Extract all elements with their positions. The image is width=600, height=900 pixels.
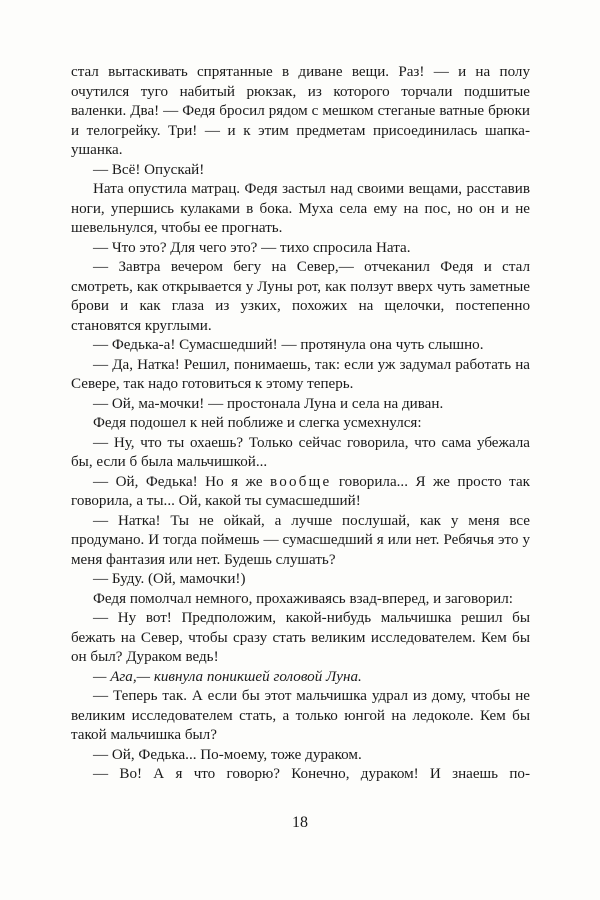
emphasized-word: вообще [270, 473, 332, 490]
paragraph-dialogue: — Во! А я что говорю? Конечно, дураком! И знаешь по- [93, 766, 530, 782]
paragraph-dialogue: — Да, Натка! Решил, понимаешь, так: если уж задумал работать на Севере, так надо готовиться к этому теперь. [71, 356, 530, 392]
paragraph-narration: Ната опустила матрац. Федя застыл над своими вещами, расставив ноги, упершись кулаками в бока. Муха села ему на пос, но он и не шевельнулся, чтобы ее прогнать. [71, 181, 530, 236]
paragraph-dialogue: — Теперь так. А если бы этот мальчишка удрал из дому, чтобы не великим исследователем стать, а только юнгой на ледоколе. Кем бы такой мальчишка был? [71, 688, 530, 743]
paragraph-dialogue: — Завтра вечером бегу на Север,— отчеканил Федя и стал смотреть, как открывается у Луны рот, как ползут вверх чуть заметные брови и как глаза из узких, похожих на щелочки, постепенно становятся круглыми. [71, 259, 530, 334]
paragraph-continuation: стал вытаскивать спрятанные в диване вещи. Раз! — и на полу очутился туго набитый рюкзак, из которого торчали подшитые валенки. Два! — Федя бросил рядом с мешком стеганые ватные брюки и телогрейку. Три! — и к этим предметам присоединилась шапка-ушанка. [71, 64, 530, 158]
paragraph-dialogue: — Всё! Опускай! [93, 161, 205, 178]
paragraph-dialogue [71, 473, 530, 512]
paragraph-dialogue: — Федька-а! Сумасшедший! — протянула она чуть слышно. [93, 337, 484, 353]
paragraph-dialogue: — Что это? Для чего это? — тихо спросила Ната. [93, 239, 411, 256]
paragraph-dialogue-italic: — Ага,— кивнула поникшей головой Луна. [93, 668, 362, 685]
page-number: 18 [292, 814, 308, 831]
paragraph-text: — Ой, Федька! Но я же [93, 473, 271, 490]
paragraph-dialogue: — Ну, что ты охаешь? Только сейчас говорила, что сама убежала бы, если б была мальчишкой... [71, 434, 530, 470]
page-body-text [71, 63, 530, 785]
paragraph-dialogue: — Ну вот! Предположим, какой-нибудь мальчишка решил бы бежать на Север, чтобы сразу стать великим исследователем. Кем бы он был? Дураком ведь! [71, 610, 530, 665]
paragraph-dialogue: — Ой, Федька... По-моему, тоже дураком. [93, 746, 362, 763]
paragraph-narration: Федя подошел к ней поближе и слегка усмехнулся: [93, 415, 422, 431]
paragraph-narration: Федя помолчал немного, прохаживаясь взад-вперед, и заговорил: [93, 590, 513, 607]
paragraph-text: говорила... Я же просто так говорила, а ты... Ой, какой ты сумасшедший! [71, 473, 530, 509]
paragraph-dialogue: — Ой, ма-мочки! — простонала Луна и села на диван. [93, 395, 444, 412]
paragraph-dialogue: — Буду. (Ой, мамочки!) [93, 571, 246, 587]
paragraph-dialogue: — Натка! Ты не ойкай, а лучше послушай, как у меня все продумано. И тогда поймешь — сумасшедший я или нет. Ребячья это у меня фантазия или нет. Будешь слушать? [71, 512, 530, 568]
